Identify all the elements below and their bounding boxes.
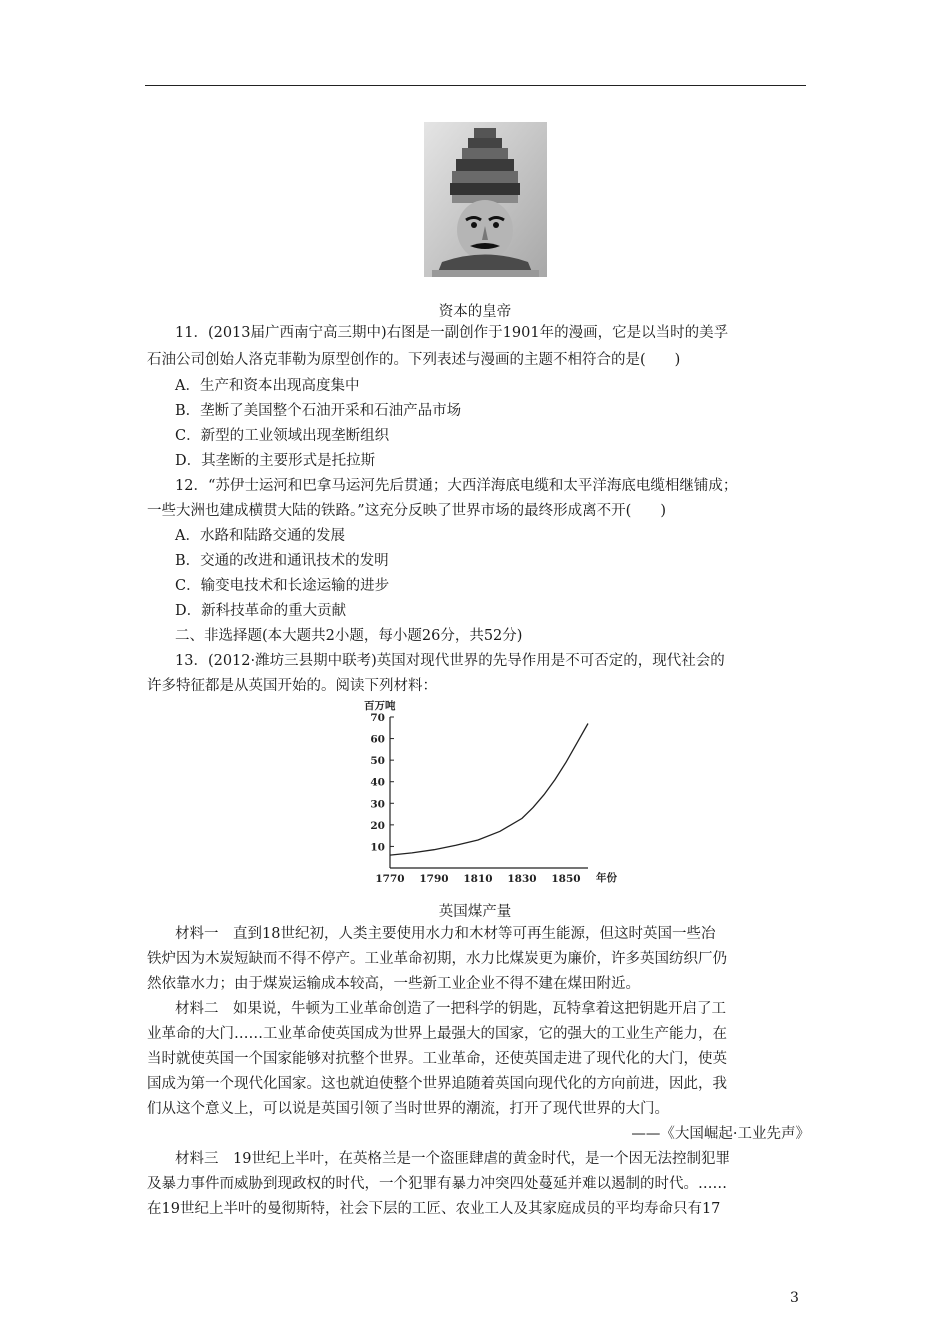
material-2-source: ——《大国崛起·工业先声》 xyxy=(631,1126,810,1142)
y-tick-label: 30 xyxy=(370,798,385,811)
material-1-line-2: 铁炉因为木炭短缺而不得不停产。工业革命初期，水力比煤炭更为廉价，许多英国纺织厂仍 xyxy=(147,951,727,967)
q12-option-c: C．输变电技术和长途运输的进步 xyxy=(175,578,390,594)
figure-caption: 资本的皇帝 xyxy=(438,304,512,320)
material-2-line-5: 们从这个意义上，可以说是英国引领了当时世界的潮流，打开了现代世界的大门。 xyxy=(147,1101,669,1117)
coal-production-chart xyxy=(348,695,648,890)
x-tick-label: 1850 xyxy=(551,873,581,885)
y-tick-label: 20 xyxy=(370,819,385,832)
material-2-line-4: 国成为第一个现代化国家。这也就迫使整个世界追随着英国向现代化的方向前进，因此，我 xyxy=(147,1076,727,1092)
material-1-line-1: 材料一 直到18世纪初，人类主要使用水力和木材等可再生能源，但这时英国一些冶 xyxy=(175,926,716,942)
x-tick-label: 1810 xyxy=(463,873,493,885)
q12-stem-line-1: 12．“苏伊士运河和巴拿马运河先后贯通；大西洋海底电缆和太平洋海底电缆相继铺成； xyxy=(175,478,738,494)
page-number: 3 xyxy=(790,1290,799,1306)
q12-stem-line-2: 一些大洲也建成横贯大陆的铁路。”这充分反映了世界市场的最终形成离不开( ) xyxy=(147,503,666,519)
q12-option-a: A．水路和陆路交通的发展 xyxy=(175,528,345,544)
section-two-title: 二、非选择题(本大题共2小题，每小题26分，共52分) xyxy=(175,628,523,644)
q12-option-d: D．新科技革命的重大贡献 xyxy=(175,603,347,619)
y-tick-label: 40 xyxy=(370,776,385,789)
material-2-line-3: 当时就使英国一个国家能够对抗整个世界。工业革命，还使英国走进了现代化的大门，使英 xyxy=(147,1051,727,1067)
q13-stem-line-2: 许多特征都是从英国开始的。阅读下列材料： xyxy=(147,678,437,694)
chart-title: 英国煤产量 xyxy=(438,904,512,920)
material-3-line-1: 材料三 19世纪上半叶，在英格兰是一个盗匪肆虐的黄金时代，是一个因无法控制犯罪 xyxy=(175,1151,730,1167)
material-3-line-2: 及暴力事件而威胁到现政权的时代，一个犯罪有暴力冲突四处蔓延并难以遏制的时代。…… xyxy=(147,1176,727,1192)
y-tick-label: 10 xyxy=(370,841,385,854)
header-rule xyxy=(145,85,806,86)
coal-series-line xyxy=(390,724,588,856)
material-3-line-3: 在19世纪上半叶的曼彻斯特，社会下层的工匠、农业工人及其家庭成员的平均寿命只有17 xyxy=(147,1201,721,1217)
x-tick-label: 1790 xyxy=(419,873,449,885)
q11-option-a: A．生产和资本出现高度集中 xyxy=(175,378,360,394)
q11-stem-line-2: 石油公司创始人洛克菲勒为原型创作的。下列表述与漫画的主题不相符合的是( ) xyxy=(147,352,681,368)
material-2-line-2: 业革命的大门……工业革命使英国成为世界上最强大的国家，它的强大的工业生产能力，在 xyxy=(147,1026,727,1042)
q11-option-d: D．其垄断的主要形式是托拉斯 xyxy=(175,453,376,469)
material-1-line-3: 然依靠水力；由于煤炭运输成本较高，一些新工业企业不得不建在煤田附近。 xyxy=(147,976,640,992)
chart-xlabel: 年份 xyxy=(596,872,617,884)
q13-stem-line-1: 13．(2012·潍坊三县期中联考)英国对现代世界的先导作用是不可否定的，现代社会的 xyxy=(175,653,725,669)
q11-stem-line-1: 11．(2013届广西南宁高三期中)右图是一副创作于1901年的漫画，它是以当时的美孚 xyxy=(175,325,729,341)
q11-option-c: C．新型的工业领域出现垄断组织 xyxy=(175,428,390,444)
material-2-line-1: 材料二 如果说，牛顿为工业革命创造了一把科学的钥匙，瓦特拿着这把钥匙开启了工 xyxy=(175,1001,726,1017)
q11-option-b: B．垄断了美国整个石油开采和石油产品市场 xyxy=(175,403,462,419)
q12-option-b: B．交通的改进和通讯技术的发明 xyxy=(175,553,389,569)
chart-ylabel: 百万吨 xyxy=(364,700,396,712)
y-tick-label: 50 xyxy=(370,755,385,768)
y-tick-label: 60 xyxy=(370,733,385,746)
y-tick-label: 70 xyxy=(370,712,385,724)
x-tick-label: 1830 xyxy=(507,873,537,885)
cartoon-emperor-image xyxy=(424,122,547,277)
x-tick-label: 1770 xyxy=(375,873,405,885)
